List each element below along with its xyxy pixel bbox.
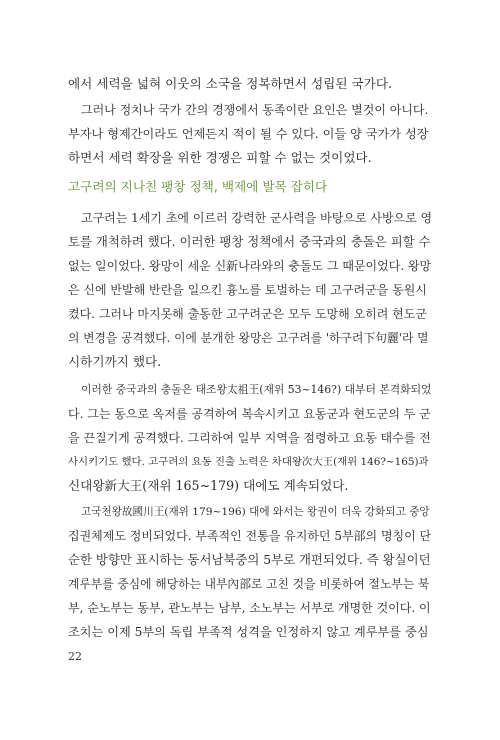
paragraph-4 — [68, 378, 432, 498]
text-line: 고국천왕故國川王(재위 179~196) 대에 와서는 왕권이 더욱 강화되고 중앙 — [81, 506, 430, 518]
text-line: 부자나 형제간이라도 언제든지 적이 될 수 있다. 이들 양 국가가 성장 — [68, 127, 429, 141]
text-line: 신대왕新大王(재위 165~179) 대에도 계속되었다. — [68, 478, 349, 493]
text-line: 순한 방향만 표시하는 동서남북중의 5부로 개편되었다. 즉 왕실이던 — [68, 552, 431, 567]
text-line: 없는 일이었다. 왕망이 세운 신新나라와의 충돌도 그 때문이었다. 왕망 — [68, 259, 432, 273]
page-number: 22 — [68, 650, 82, 663]
text-line: 을 끈질기게 공격했다. 그리하여 일부 지역을 점령하고 요동 태수를 전 — [68, 431, 431, 445]
text-line: 다. 그는 동으로 옥저를 공격하여 복속시키고 요동군과 현도군의 두 군 — [68, 407, 431, 421]
text-line: 고구려는 1세기 초에 이르러 강력한 군사력을 바탕으로 사방으로 영 — [81, 211, 433, 225]
text-line: 켰다. 그러나 마지못해 출동한 고구려군은 모두 도망해 오히려 현도군 — [68, 307, 427, 321]
paragraph-3 — [68, 206, 432, 374]
text-line: 사시키기도 했다. 고구려의 요동 진출 노력은 차대왕次大王(재위 146?~165)과 — [68, 456, 429, 468]
text-line: 그러나 정치나 국가 간의 경쟁에서 동족이란 요인은 별것이 아니다. — [81, 103, 429, 117]
text-line: 이러한 중국과의 충돌은 태조왕太祖王(재위 53~146?) 대부터 본격화되었 — [81, 383, 432, 396]
text-line: 의 변경을 공격했다. 이에 분개한 왕망은 고구려를 '하구려下句麗'라 멸 — [68, 331, 429, 345]
text-line: 에서 세력을 넓혀 이웃의 소국을 정복하면서 성립된 국가다. — [68, 76, 392, 91]
text-line: 집권체제도 정비되었다. 부족적인 전통을 유지하던 5부部의 명칭이 단 — [68, 529, 432, 543]
section-heading: 고구려의 지나친 팽창 정책, 백제에 발목 잡히다 — [68, 179, 328, 194]
text-line: 은 신에 반발해 반란을 일으킨 흉노를 토벌하는 데 고구려군을 동원시 — [68, 283, 427, 297]
paragraph-1 — [68, 72, 432, 96]
text-line: 계루부를 중심에 해당하는 내부內部로 고친 것을 비롯하여 절노부는 북 — [68, 577, 430, 591]
paragraph-5 — [68, 500, 432, 644]
text-line: 시하기까지 했다. — [68, 354, 162, 369]
text-line: 조치는 이제 5부의 독립 부족적 성격을 인정하지 않고 계루부를 중심 — [68, 625, 429, 639]
text-line: 하면서 세력 확장을 위한 경쟁은 피할 수 없는 것이었다. — [68, 150, 372, 165]
text-line: 토를 개척하려 했다. 이러한 팽창 정책에서 중국과의 충돌은 피할 수 — [68, 234, 431, 249]
text-line: 부, 순노부는 동부, 관노부는 남부, 소노부는 서부로 개명한 것이다. 이 — [68, 601, 431, 615]
paragraph-2 — [68, 98, 432, 170]
